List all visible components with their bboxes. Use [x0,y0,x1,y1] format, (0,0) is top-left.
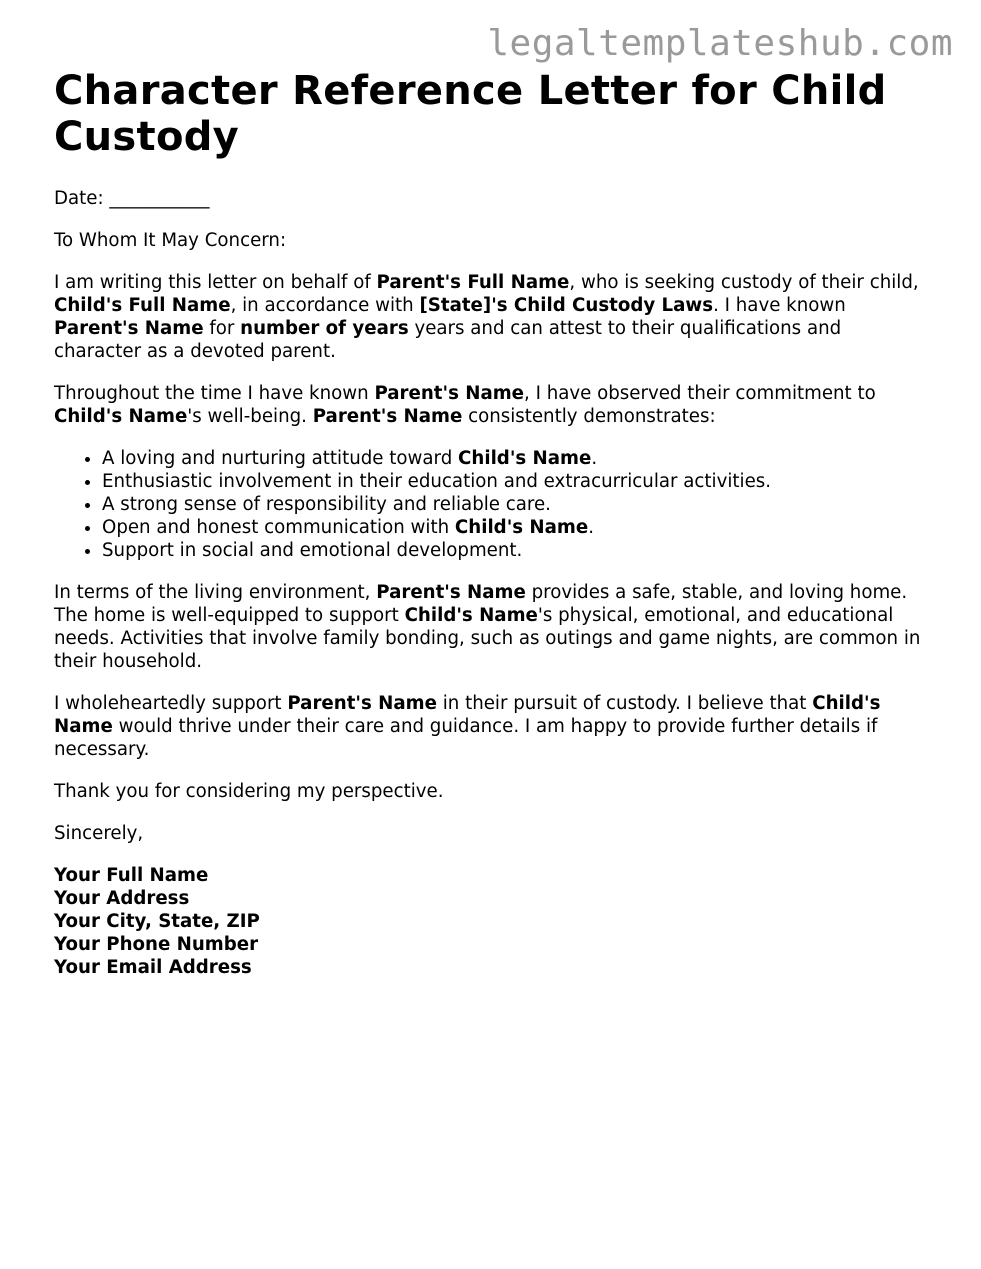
date-line [54,187,934,210]
signature-address: Your Address [54,888,190,909]
paragraph-intro: I am writing this letter on behalf of Parent's Full Name, who is seeking custody of their child, Child's Full Name, in accordance with [State]'s Child Custody Laws. I have known Parent's Name for number of years years and can attest to their qualifications and character as a devoted parent. [54,272,919,362]
thanks-line: Thank you for considering my perspective. [54,781,444,802]
qualities-list [54,447,934,562]
parent-name-placeholder: Parent's Name [374,383,525,404]
signature-phone: Your Phone Number [54,934,259,955]
state-laws-placeholder: [State]'s Child Custody Laws [419,295,714,316]
list-item: • A loving and nurturing attitude toward Child's Name. [102,447,934,470]
signature-block [54,864,934,979]
date-blank: ___________ [109,188,210,209]
salutation: To Whom It May Concern: [54,230,287,251]
list-item: • Support in social and emotional development. [102,539,934,562]
date-label: Date: [54,188,104,209]
parent-name-placeholder: Parent's Name [54,318,204,339]
child-name-placeholder: Child's Name [458,448,592,469]
child-name-placeholder: Child's Name [54,693,881,737]
parent-name-placeholder: Parent's Name [287,693,437,714]
list-item: • Open and honest communication with Child's Name. [102,516,934,539]
years-placeholder: number of years [240,318,409,339]
list-item: • A strong sense of responsibility and reliable care. [102,493,934,516]
paragraph-environment: In terms of the living environment, Parent's Name provides a safe, stable, and loving home. The home is well-equipped to support Child's Name's physical, emotional, and educational needs. Activities that involve family bonding, such as outings and game nights, are common in their household. [54,582,921,672]
list-item: • Enthusiastic involvement in their education and extracurricular activities. [102,470,934,493]
letter-body [54,68,934,979]
signature-email: Your Email Address [54,957,252,978]
child-name-placeholder: Child's Name [404,605,538,626]
child-name-placeholder: Child's Name [454,517,589,538]
paragraph-support: I wholeheartedly support Parent's Name in their pursuit of custody. I believe that Child's Name would thrive under their care and guidance. I am happy to provide further details if necessary. [54,693,881,760]
child-full-name-placeholder: Child's Full Name [54,295,231,316]
child-name-placeholder: Child's Name [54,406,188,427]
watermark: legaltemplateshub.com [487,23,953,64]
page-title: Character Reference Letter for Child Custody [54,68,887,160]
closing: Sincerely, [54,823,144,844]
parent-name-placeholder: Parent's Name [312,406,463,427]
signature-city: Your City, State, ZIP [54,911,260,932]
parent-full-name-placeholder: Parent's Full Name [376,272,570,293]
signature-name: Your Full Name [54,865,209,886]
paragraph-observation: Throughout the time I have known Parent's Name, I have observed their commitment to Child's Name's well-being. Parent's Name consistently demonstrates: [54,383,876,427]
parent-name-placeholder: Parent's Name [376,582,526,603]
